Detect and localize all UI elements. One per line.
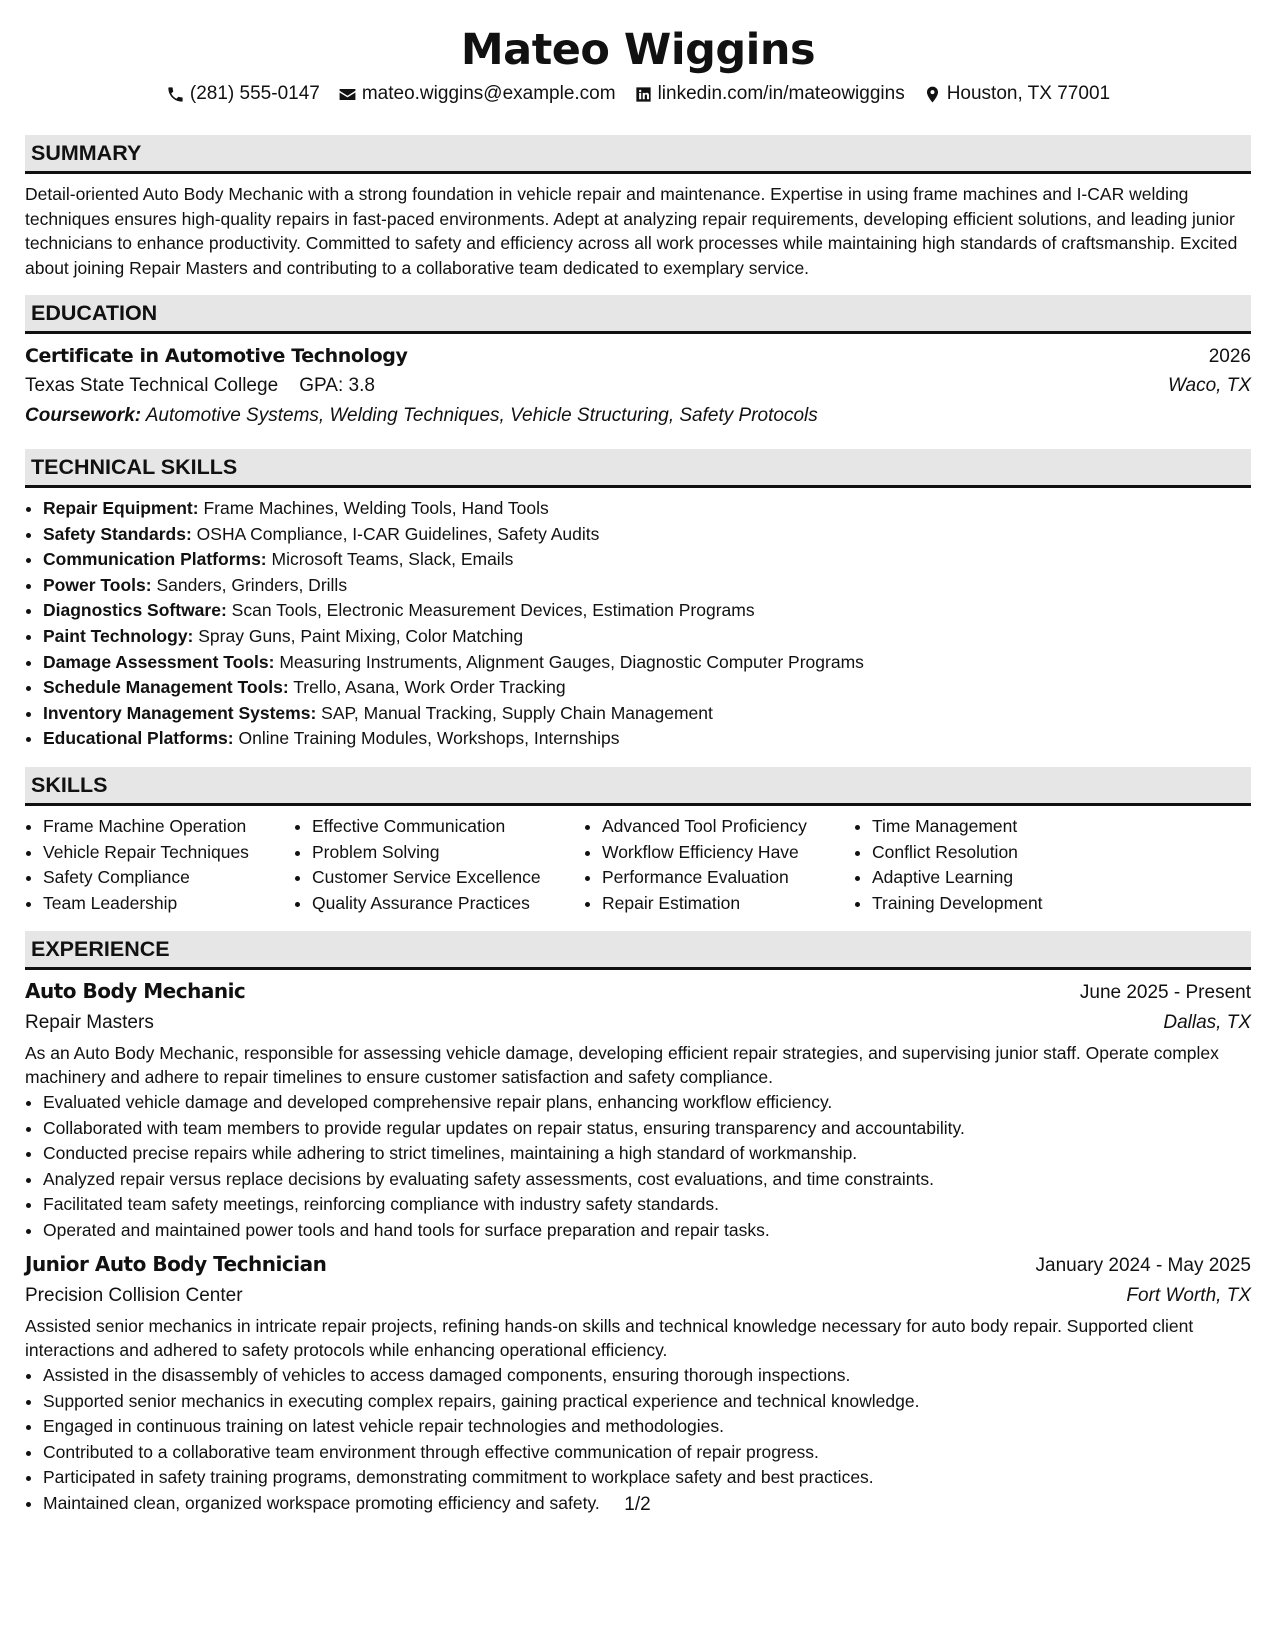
list-item: [43, 675, 1251, 701]
list-item: • Advanced Tool Proficiency: [602, 814, 854, 840]
list-item: [43, 701, 1251, 727]
skill-label: Safety Standards:: [43, 523, 192, 544]
skill-value: Measuring Instruments, Alignment Gauges, Diagnostic Computer Programs: [279, 651, 864, 672]
list-item: • Collaborated with team members to provide regular updates on repair status, ensuring transparency and accountability.: [43, 1116, 1251, 1142]
education-location: Waco, TX: [1167, 375, 1251, 396]
list-item: • Time Management: [872, 814, 1112, 840]
list-item: [43, 598, 1251, 624]
skills-column: [854, 814, 1112, 916]
section-header-skills: SKILLS: [25, 767, 1251, 806]
skill-label: Paint Technology:: [43, 625, 194, 646]
skill-label: Communication Platforms:: [43, 549, 267, 570]
job-description: As an Auto Body Mechanic, responsible for assessing vehicle damage, developing efficient repair strategies, and supervising junior staff. Operate complex machinery and adhere to repair timelines to ensure customer satisfaction and safety compliance.: [25, 1043, 1219, 1088]
page-number: 1/2: [624, 1494, 651, 1515]
list-item: • Team Leadership: [43, 891, 294, 917]
section-header-education: EDUCATION: [25, 295, 1251, 334]
list-item: • Conducted precise repairs while adhering to strict timelines, maintaining a high standard of workmanship.: [43, 1141, 1251, 1167]
list-item: [43, 573, 1251, 599]
skill-label: Educational Platforms:: [43, 728, 234, 749]
skill-label: Repair Equipment:: [43, 498, 199, 518]
skill-value: Microsoft Teams, Slack, Emails: [271, 549, 514, 570]
candidate-name: Mateo Wiggins: [460, 25, 816, 75]
skills-column: [294, 814, 584, 916]
list-item: • Safety Compliance: [43, 865, 294, 891]
skills-column: [584, 814, 854, 916]
contact-bar: [25, 80, 1251, 108]
skills-column: [25, 814, 294, 916]
skill-label: Power Tools:: [43, 574, 152, 595]
list-item: • Assisted in the disassembly of vehicles to access damaged components, ensuring thorough inspections.: [43, 1363, 1251, 1389]
education-degree-row: [25, 342, 1251, 371]
list-item: • Analyzed repair versus replace decisions by evaluating safety assessments, cost evaluations, and time constraints.: [43, 1167, 1251, 1193]
job-bullets: [25, 1090, 1251, 1244]
contact-email[interactable]: [338, 80, 616, 108]
list-item: • Facilitated team safety meetings, reinforcing compliance with industry safety standards.: [43, 1192, 1251, 1218]
list-item: • Problem Solving: [312, 840, 584, 866]
education-coursework: [25, 401, 1251, 431]
list-item: • Repair Estimation: [602, 891, 854, 917]
list-item: [43, 650, 1251, 676]
location-text: Houston, TX 77001: [946, 83, 1111, 104]
list-item: • Operated and maintained power tools and hand tools for surface preparation and repair tasks.: [43, 1218, 1251, 1244]
job-title-row: [25, 976, 1251, 1008]
list-item: [43, 624, 1251, 650]
phone-icon: [166, 85, 185, 104]
job-company-row: [25, 1281, 1251, 1311]
list-item: • Supported senior mechanics in executing complex repairs, gaining practical experience and technical knowledge.: [43, 1389, 1251, 1415]
section-header-technical-skills: TECHNICAL SKILLS: [25, 449, 1251, 488]
technical-skills-list: [25, 496, 1251, 752]
list-item: • Adaptive Learning: [872, 865, 1112, 891]
envelope-icon: [338, 85, 357, 104]
skill-label: Diagnostics Software:: [43, 600, 227, 621]
education-degree: Certificate in Automotive Technology: [25, 345, 408, 367]
job-location: Dallas, TX: [1163, 1012, 1251, 1034]
job-title: Auto Body Mechanic: [25, 979, 246, 1004]
list-item: [43, 522, 1251, 548]
resume-page: [25, 0, 1251, 1517]
skill-value: Spray Guns, Paint Mixing, Color Matching: [198, 625, 524, 646]
education-school-group: [25, 371, 375, 401]
skill-label: Schedule Management Tools:: [43, 677, 289, 698]
list-item: • Participated in safety training programs, demonstrating commitment to workplace safety and best practices.: [43, 1465, 1251, 1491]
list-item: • Maintained clean, organized workspace promoting efficiency and safety.: [43, 1491, 1251, 1517]
experience-entry: [25, 1249, 1251, 1516]
summary-paragraph: Detail-oriented Auto Body Mechanic with a strong foundation in vehicle repair and maintenance. Expertise in using frame machines and I-CAR welding techniques ensures high-quality repairs in fast-paced environments. Adept at analyzing repair requirements, developing efficient solutions, and leading junior technicians to enhance productivity. Committed to safety and efficiency across all work processes while maintaining high standards of craftsmanship. Excited about joining Repair Masters and contributing to a collaborative team dedicated to exemplary service.: [25, 184, 1238, 278]
job-location: Fort Worth, TX: [1126, 1285, 1251, 1307]
experience-entry: [25, 976, 1251, 1243]
list-item: [43, 547, 1251, 573]
phone-text: (281) 555-0147: [189, 83, 320, 104]
skill-value: SAP, Manual Tracking, Supply Chain Management: [321, 702, 713, 723]
skill-value: Online Training Modules, Workshops, Internships: [238, 728, 620, 749]
education-gpa: GPA: 3.8: [299, 375, 375, 396]
list-item: • Training Development: [872, 891, 1112, 917]
list-item: • Effective Communication: [312, 814, 584, 840]
linkedin-icon: [634, 85, 653, 104]
skill-value: Frame Machines, Welding Tools, Hand Tools: [203, 498, 549, 518]
email-text: mateo.wiggins@example.com: [361, 83, 616, 104]
skill-value: Trello, Asana, Work Order Tracking: [293, 677, 566, 698]
contact-linkedin[interactable]: [634, 80, 905, 108]
coursework-list: Automotive Systems, Welding Techniques, Vehicle Structuring, Safety Protocols: [145, 405, 818, 426]
job-company: Precision Collision Center: [25, 1285, 243, 1307]
map-pin-icon: [923, 85, 942, 104]
contact-phone[interactable]: [166, 80, 320, 108]
skill-value: OSHA Compliance, I-CAR Guidelines, Safety Audits: [196, 523, 600, 544]
list-item: • Frame Machine Operation: [43, 814, 294, 840]
job-title-row: [25, 1249, 1251, 1281]
skill-value: Scan Tools, Electronic Measurement Devices, Estimation Programs: [231, 600, 755, 621]
job-title: Junior Auto Body Technician: [25, 1252, 327, 1277]
education-school-row: [25, 371, 1251, 401]
list-item: [43, 496, 1251, 522]
skill-label: Damage Assessment Tools:: [43, 651, 275, 672]
skill-value: Sanders, Grinders, Drills: [156, 574, 348, 595]
job-dates: January 2024 - May 2025: [1035, 1255, 1251, 1277]
list-item: [43, 726, 1251, 752]
list-item: • Vehicle Repair Techniques: [43, 840, 294, 866]
job-dates: June 2025 - Present: [1079, 982, 1251, 1004]
job-description: Assisted senior mechanics in intricate repair projects, refining hands-on skills and technical knowledge necessary for auto body repair. Supported client interactions and adhered to safety protocols while enhancing operational efficiency.: [25, 1316, 1194, 1361]
linkedin-text: linkedin.com/in/mateowiggins: [657, 83, 905, 104]
job-company: Repair Masters: [25, 1012, 154, 1034]
list-item: • Workflow Efficiency Have: [602, 840, 854, 866]
skill-label: Inventory Management Systems:: [43, 702, 317, 723]
list-item: • Engaged in continuous training on latest vehicle repair technologies and methodologies.: [43, 1414, 1251, 1440]
list-item: • Performance Evaluation: [602, 865, 854, 891]
job-company-row: [25, 1008, 1251, 1038]
list-item: • Contributed to a collaborative team environment through effective communication of repair progress.: [43, 1440, 1251, 1466]
skills-grid: [25, 814, 1251, 916]
list-item: • Customer Service Excellence: [312, 865, 584, 891]
section-header-summary: SUMMARY: [25, 135, 1251, 174]
list-item: • Conflict Resolution: [872, 840, 1112, 866]
education-year: 2026: [1208, 346, 1251, 367]
education-school: Texas State Technical College: [25, 375, 279, 396]
list-item: • Evaluated vehicle damage and developed comprehensive repair plans, enhancing workflow efficiency.: [43, 1090, 1251, 1116]
coursework-label: Coursework:: [25, 405, 142, 426]
section-header-experience: EXPERIENCE: [25, 931, 1251, 970]
contact-location: [923, 80, 1110, 108]
list-item: • Quality Assurance Practices: [312, 891, 584, 917]
